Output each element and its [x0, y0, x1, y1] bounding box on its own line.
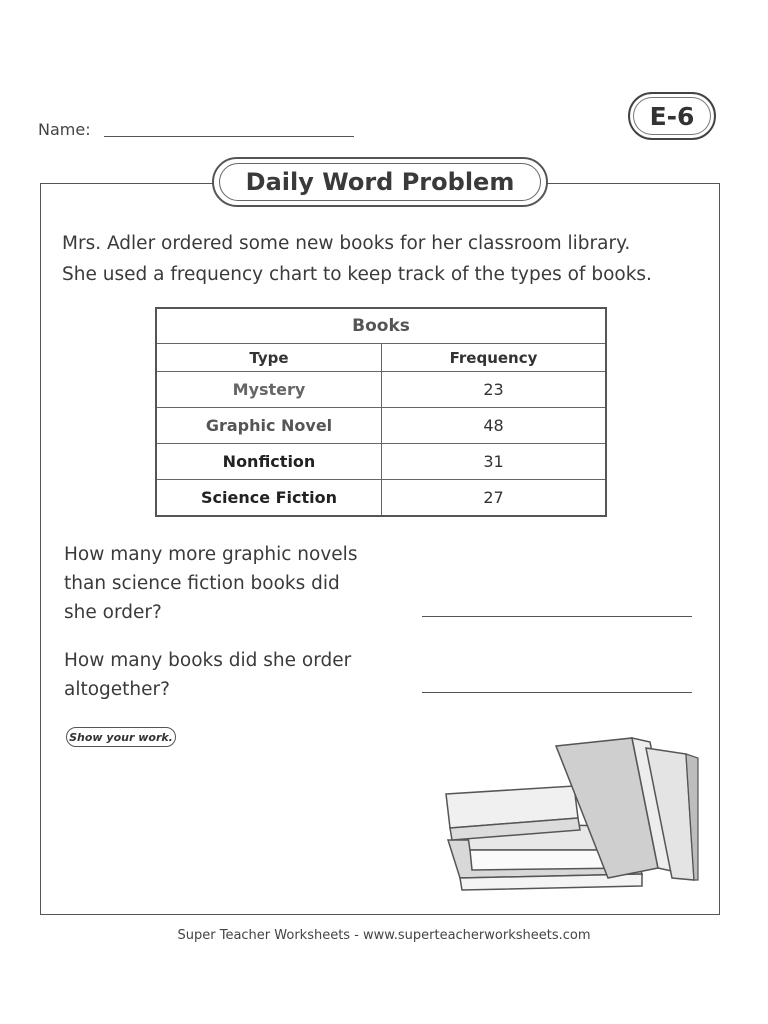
- books-illustration: [436, 728, 706, 904]
- question-1-line: than science fiction books did: [64, 573, 340, 594]
- problem-line-1: Mrs. Adler ordered some new books for her classroom library.: [62, 233, 631, 254]
- table-row: [156, 372, 606, 408]
- name-label: Name:: [38, 120, 91, 139]
- frequency-cell: 23: [382, 372, 607, 408]
- worksheet-code-badge: E-6: [628, 92, 716, 140]
- type-cell: Nonfiction: [156, 444, 382, 480]
- question-1-line: How many more graphic novels: [64, 544, 358, 565]
- frequency-cell: 27: [382, 480, 607, 517]
- name-field[interactable]: [104, 136, 354, 137]
- question-2-line: How many books did she order: [64, 650, 352, 671]
- page-title: Daily Word Problem: [219, 163, 541, 201]
- table-caption: Books: [156, 308, 606, 344]
- type-cell: Science Fiction: [156, 480, 382, 517]
- problem-text: [62, 228, 722, 290]
- problem-line-2: She used a frequency chart to keep track of the types of books.: [62, 264, 652, 285]
- answer-2-line[interactable]: [422, 692, 692, 693]
- column-header-frequency: Frequency: [382, 344, 607, 372]
- type-cell: Graphic Novel: [156, 408, 382, 444]
- question-1-line: she order?: [64, 602, 162, 623]
- answer-1-line[interactable]: [422, 616, 692, 617]
- question-2-line: altogether?: [64, 679, 170, 700]
- table-row: [156, 444, 606, 480]
- show-work-label: Show your work.: [66, 727, 176, 747]
- frequency-cell: 48: [382, 408, 607, 444]
- type-cell: Mystery: [156, 372, 382, 408]
- title-banner: [212, 157, 548, 207]
- frequency-cell: 31: [382, 444, 607, 480]
- frequency-table: [155, 307, 607, 517]
- question-1: [64, 540, 404, 627]
- column-header-type: Type: [156, 344, 382, 372]
- table-row: [156, 480, 606, 517]
- question-2: [64, 646, 404, 704]
- footer: Super Teacher Worksheets - www.superteacherworksheets.com: [177, 928, 591, 943]
- table-row: [156, 408, 606, 444]
